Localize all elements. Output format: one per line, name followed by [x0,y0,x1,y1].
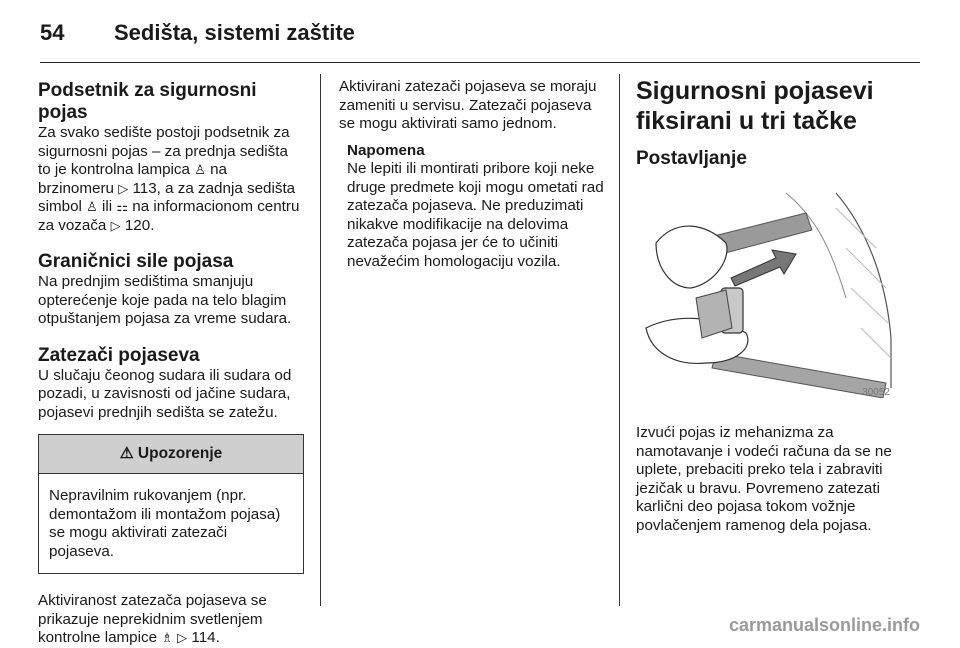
seatbelt-rear-icon: ⚏ [116,199,129,214]
warning-text: Nepravilnim rukovanjem (npr. demontažom ili montažom pojasa) se mogu aktivirati zatezači pojaseva. [49,487,281,560]
seatbelt-icon: ♙ [194,162,206,177]
column-divider-2 [619,74,620,606]
column-1 [38,74,304,648]
note-title: Napomena [347,141,425,159]
heading-pretensioners: Zatezači pojaseva [38,344,200,366]
fastening-text: Izvući pojas iz mehanizma za namotavanje i vodeći računa da se ne uplete, prebaciti preko tela i zabraviti jezičak u bravu. Povremeno zatezati karlični deo pojasa tokom vožnje povlačenjem ramenog dela pojasa. [636,424,892,534]
warning-body [39,474,303,573]
column-2 [339,74,605,271]
page-title: Sedišta, sistemi zaštite [114,20,355,45]
replace-pretensioner-text: Aktivirani zatezači pojaseva se moraju zameniti u servisu. Zatezači pojaseva se mogu aktivirati samo jednom. [339,78,597,132]
reference-arrow-icon: ▷ [177,630,188,645]
figure-number: 30052 [862,387,890,398]
seatbelt-drawing [636,188,896,398]
pretensioner-lamp-icon: ♗ [161,630,173,645]
warning-title: Upozorenje [137,445,223,462]
note-box [339,142,605,272]
page-header [40,20,355,46]
warning-box [38,434,304,574]
watermark: carmanualsonline.info [728,615,920,635]
note-text: Ne lepiti ili montirati pribore koji neke druge predmete koji mogu ometati rad zatezača pojaseva. Ne preduzimati nikakve modifikacije na delovima zatezača pojasa jer će to učiniti nevažećim homologaciju vozila. [347,160,604,270]
heading-belt-reminder: Podsetnik za sigurnosni pojas [38,80,257,123]
heading-fastening: Postavljanje [636,148,747,169]
reference-arrow-icon: ▷ [110,217,121,233]
seatbelt-icon: ♙ [86,199,98,214]
column-3 [636,74,906,535]
heading-three-point-belts: Sigurnosni pojasevi fiksirani u tri tačke [636,77,874,135]
belt-reminder-text: Za svako sedište postoji podsetnik za sigurnosni pojas – za prednja sedišta to je kontrolna lampica ♙ na brzinomeru ▷ 113, a za zadnja sedišta simbol ♙ ili ⚏ na informacionom centru za vozača ▷ 120. [38,124,300,234]
pretensioners-text: U slučaju čeonog sudara ili sudara od pozadi, u zavisnosti od jačine sudara, pojasevi prednjih sedišta se zatežu. [38,366,292,421]
warning-header [39,435,303,474]
warning-triangle-icon: ⚠ [119,445,134,462]
column-divider-1 [320,74,321,606]
reference-arrow-icon: ▷ [118,180,129,196]
seatbelt-illustration [636,188,896,398]
force-limiters-text: Na prednjim sedištima smanjuju opterećenje koje pada na telo blagim otpuštanjem pojasa za vreme sudara. [38,273,292,327]
heading-force-limiters: Graničnici sile pojasa [38,251,234,272]
activation-text: Aktiviranost zatezača pojaseva se prikazuje neprekidnim svetlenjem kontrolne lampice ♗ ▷ 114. [38,592,267,646]
header-rule [40,62,920,63]
page-number: 54 [40,20,65,45]
